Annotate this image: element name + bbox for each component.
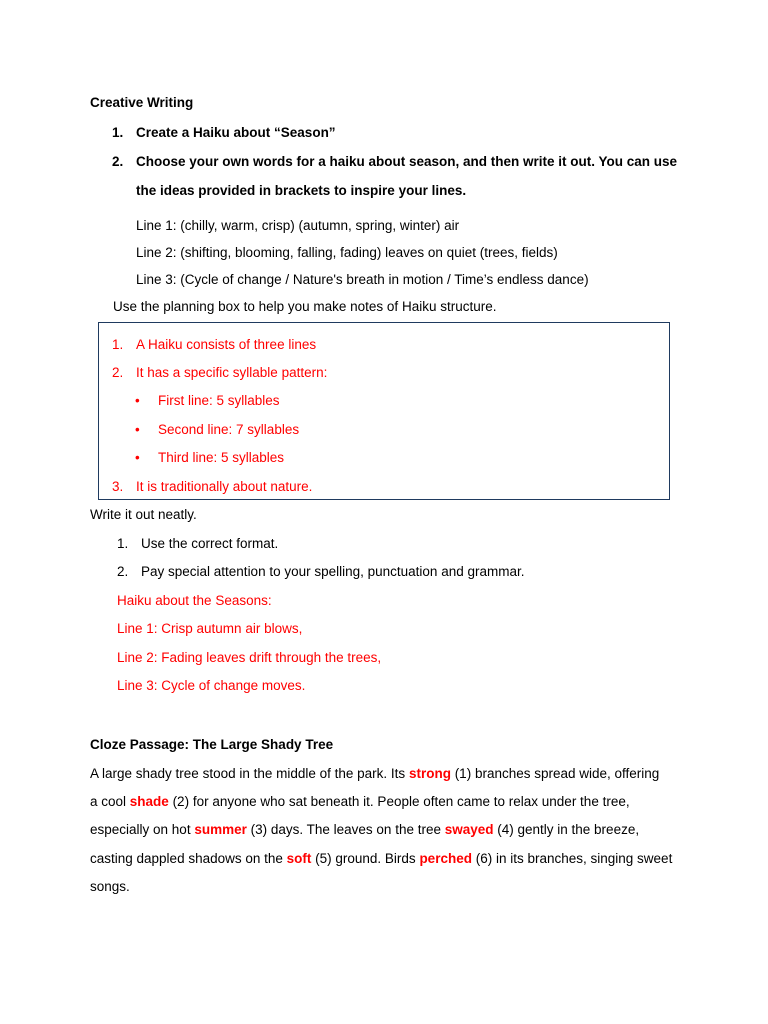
write-out-intro: Write it out neatly. xyxy=(90,507,197,522)
syllable-bullet-1-text: First line: 5 syllables xyxy=(158,393,280,408)
bullet-icon: • xyxy=(135,393,140,408)
syllable-bullet-2-text: Second line: 7 syllables xyxy=(158,422,300,437)
bullet-icon: • xyxy=(135,422,140,437)
task-1 xyxy=(112,125,336,140)
cloze-line-4 xyxy=(90,851,672,866)
planning-item-2-text: It has a specific syllable pattern: xyxy=(136,365,328,380)
task-1-text: Create a Haiku about “Season” xyxy=(136,125,336,140)
write-out-item-2-number: 2. xyxy=(117,564,129,579)
cloze-answer-6: perched xyxy=(419,851,472,866)
write-out-item-2-text: Pay special attention to your spelling, punctuation and grammar. xyxy=(141,564,525,579)
cloze-text: (4) gently in the breeze, xyxy=(493,822,640,837)
cloze-heading: Cloze Passage: The Large Shady Tree xyxy=(90,737,334,752)
cloze-line-3 xyxy=(90,822,639,837)
idea-line-3: Line 3: (Cycle of change / Nature's breath in motion / Time’s endless dance) xyxy=(136,272,589,287)
syllable-bullet-3 xyxy=(135,450,284,465)
planning-item-2 xyxy=(112,365,327,380)
task-2-number: 2. xyxy=(112,154,124,169)
cloze-text: a cool xyxy=(90,794,130,809)
cloze-text: A large shady tree stood in the middle of the park. Its xyxy=(90,766,409,781)
cloze-text: especially on hot xyxy=(90,822,195,837)
task-2-text-line-2: the ideas provided in brackets to inspire your lines. xyxy=(136,183,467,198)
task-1-number: 1. xyxy=(112,125,124,140)
write-out-item-1-number: 1. xyxy=(117,536,129,551)
bullet-icon: • xyxy=(135,450,140,465)
planning-intro: Use the planning box to help you make notes of Haiku structure. xyxy=(113,299,497,314)
idea-line-1: Line 1: (chilly, warm, crisp) (autumn, spring, winter) air xyxy=(136,218,460,233)
planning-item-1-text: A Haiku consists of three lines xyxy=(136,337,317,352)
planning-item-3-number: 3. xyxy=(112,479,124,494)
cloze-answer-2: shade xyxy=(129,794,169,809)
cloze-answer-4: swayed xyxy=(444,822,494,837)
task-2 xyxy=(112,154,677,169)
planning-item-2-number: 2. xyxy=(112,365,124,380)
planning-item-3 xyxy=(112,479,312,494)
syllable-bullet-2 xyxy=(135,422,299,437)
section-heading-creative-writing: Creative Writing xyxy=(90,95,194,110)
task-2-text-line-1: Choose your own words for a haiku about season, and then write it out. You can use xyxy=(136,154,678,169)
haiku-line-1: Line 1: Crisp autumn air blows, xyxy=(117,621,303,636)
haiku-title: Haiku about the Seasons: xyxy=(117,593,272,608)
haiku-line-3: Line 3: Cycle of change moves. xyxy=(117,678,306,693)
planning-item-3-text: It is traditionally about nature. xyxy=(136,479,313,494)
cloze-text: (5) ground. Birds xyxy=(311,851,420,866)
cloze-text: (1) branches spread wide, offering xyxy=(450,766,660,781)
cloze-line-1 xyxy=(90,766,659,781)
cloze-answer-3: summer xyxy=(194,822,247,837)
cloze-text: casting dappled shadows on the xyxy=(90,851,287,866)
planning-item-1 xyxy=(112,337,316,352)
cloze-text: (6) in its branches, singing sweet xyxy=(471,851,673,866)
cloze-line-5: songs. xyxy=(90,879,130,894)
syllable-bullet-3-text: Third line: 5 syllables xyxy=(158,450,285,465)
cloze-answer-5: soft xyxy=(286,851,312,866)
cloze-answer-1: strong xyxy=(408,766,451,781)
write-out-item-1 xyxy=(117,536,278,551)
planning-item-1-number: 1. xyxy=(112,337,124,352)
cloze-line-2 xyxy=(90,794,630,809)
haiku-line-2: Line 2: Fading leaves drift through the trees, xyxy=(117,650,382,665)
cloze-text: (3) days. The leaves on the tree xyxy=(246,822,445,837)
idea-line-2: Line 2: (shifting, blooming, falling, fading) leaves on quiet (trees, fields) xyxy=(136,245,558,260)
syllable-bullet-1 xyxy=(135,393,280,408)
cloze-text: (2) for anyone who sat beneath it. People often came to relax under the tree, xyxy=(168,794,630,809)
write-out-item-2 xyxy=(117,564,524,579)
write-out-item-1-text: Use the correct format. xyxy=(141,536,279,551)
